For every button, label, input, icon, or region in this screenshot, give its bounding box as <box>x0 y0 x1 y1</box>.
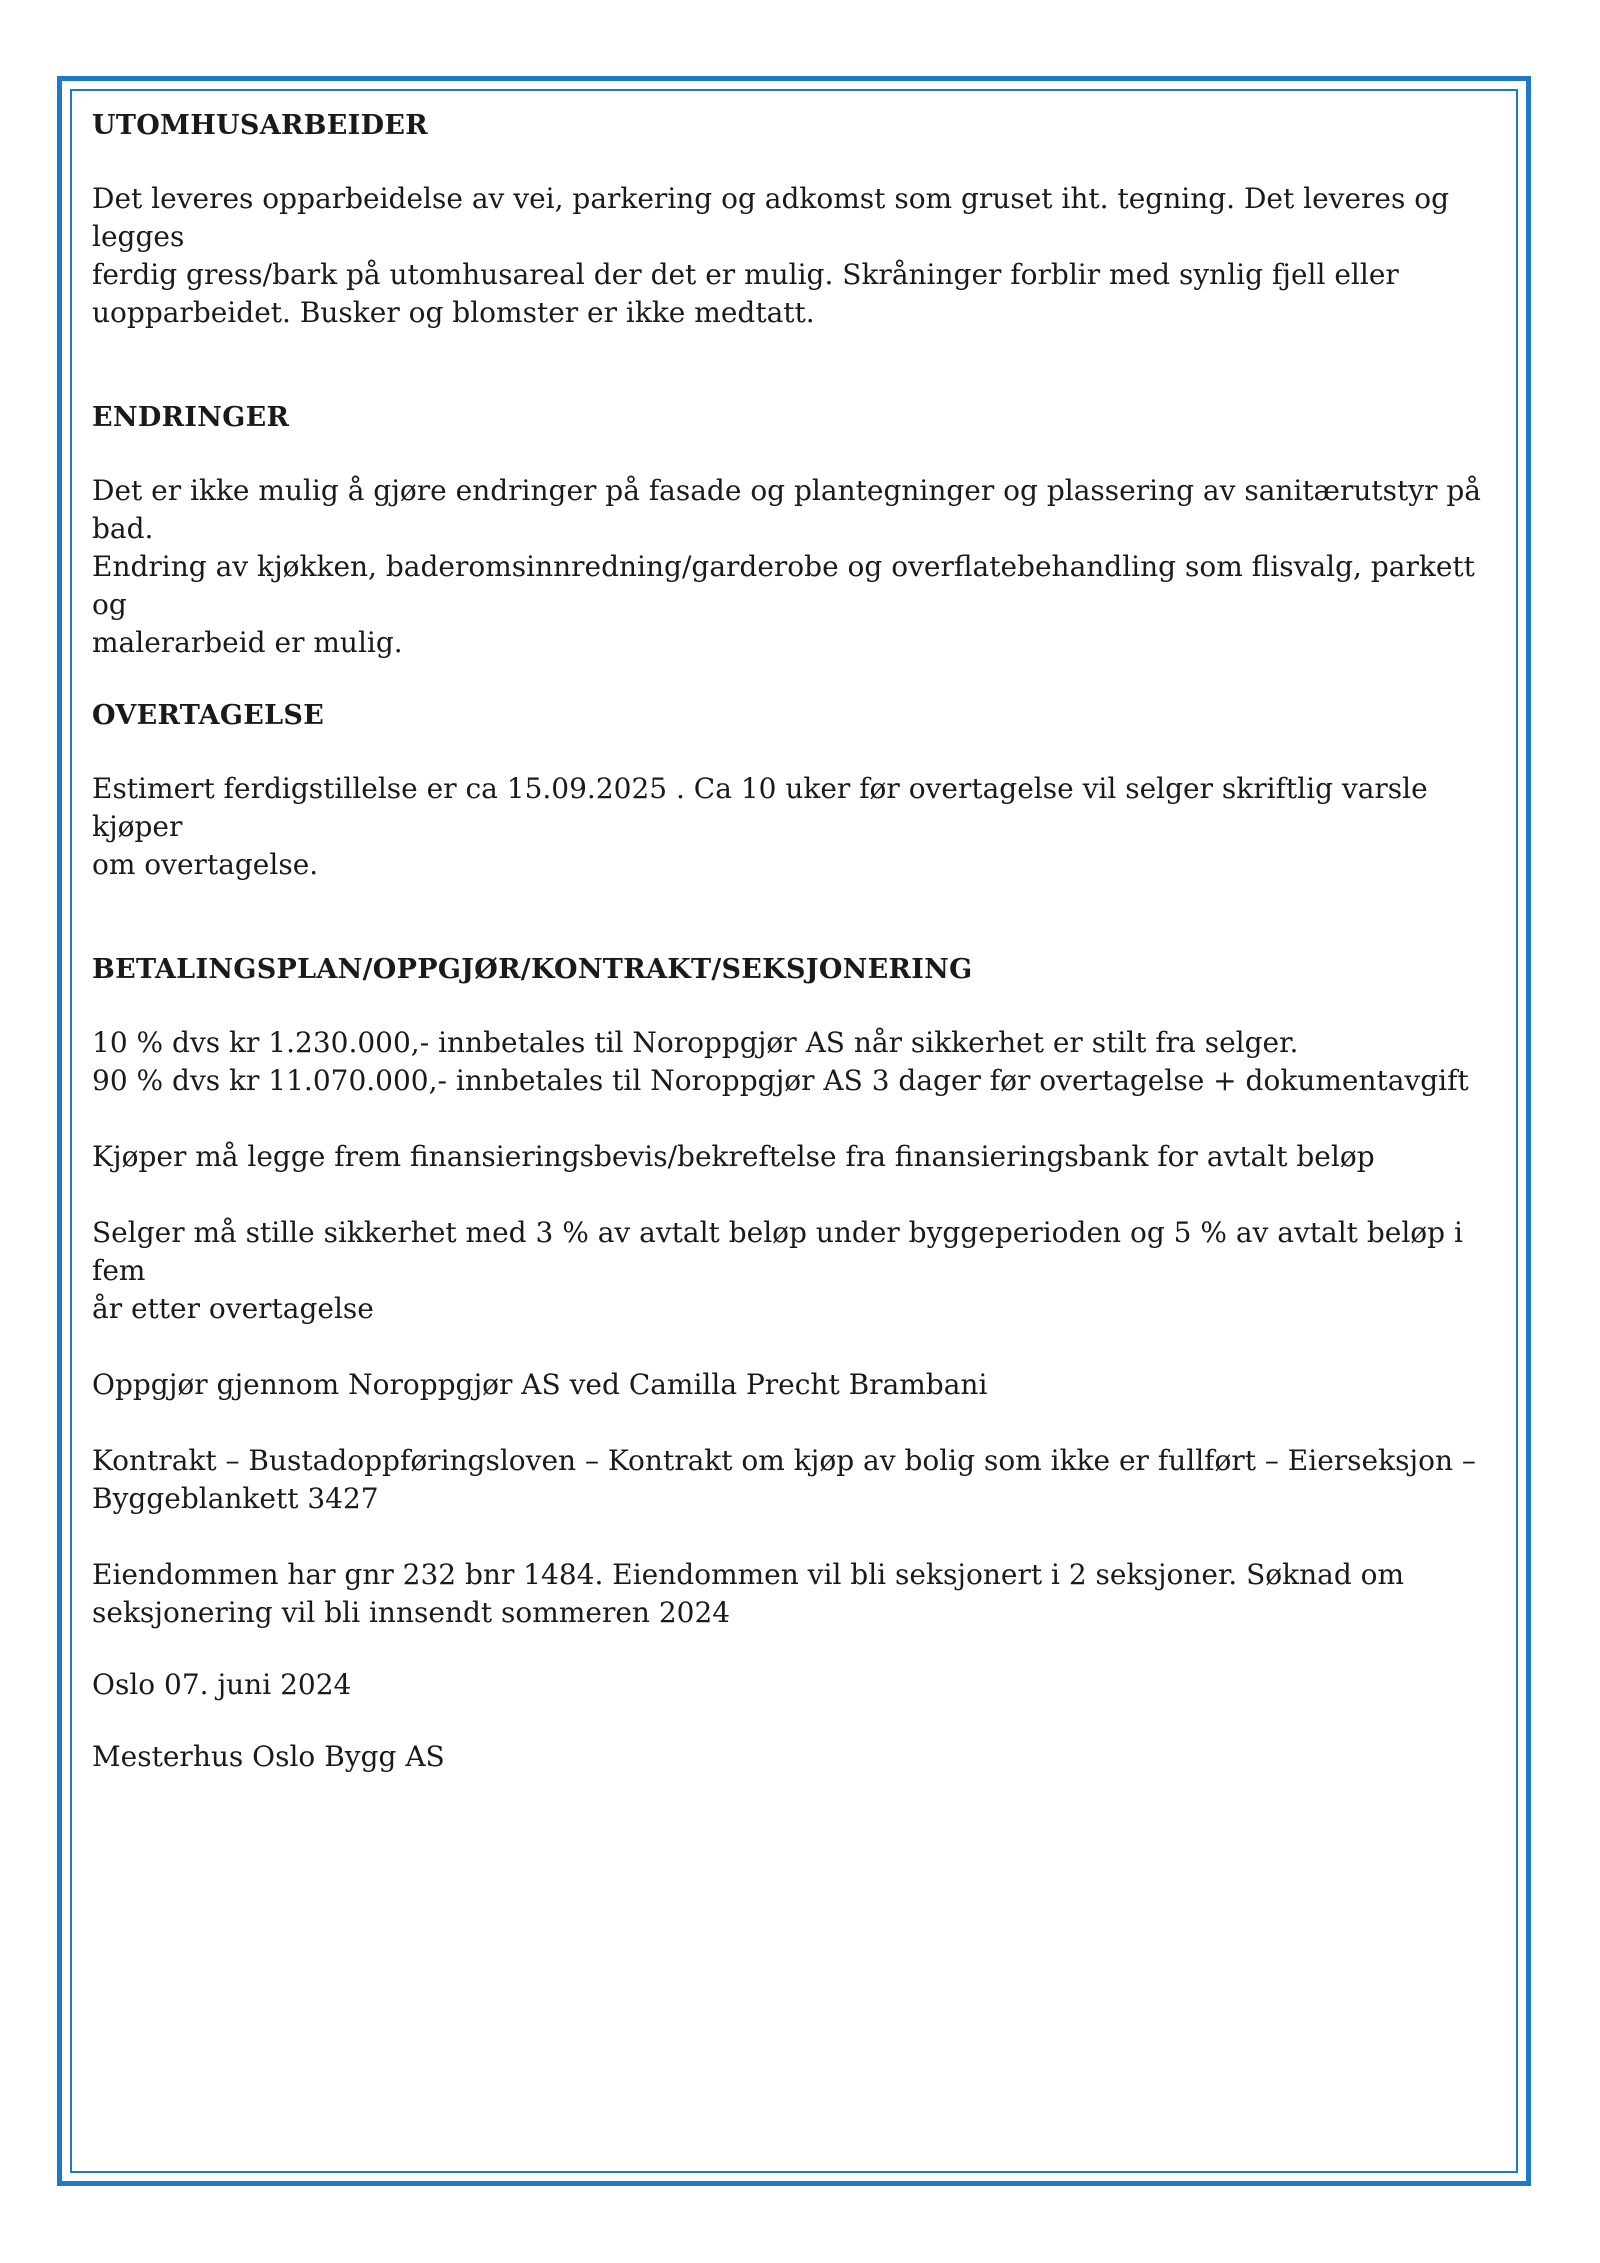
text-utomhusarbeider: Det leveres opparbeidelse av vei, parkering og adkomst som gruset iht. tegning. Det leveres og legges ferdig gress/bark på utomhusareal der det er mulig. Skråninger forblir med synlig fjell eller uopparbeidet. Busker og blomster er ikke medtatt. <box>92 182 1450 329</box>
text-settlement: Oppgjør gjennom Noroppgjør AS ved Camilla Precht Brambani <box>92 1368 988 1401</box>
document-body <box>92 106 1492 1776</box>
text-payment-plan: 10 % dvs kr 1.230.000,- innbetales til Noroppgjør AS når sikkerhet er stilt fra selger. 90 % dvs kr 11.070.000,- innbetales til Noroppgjør AS 3 dager før overtagelse + dokumentavgift <box>92 1026 1469 1097</box>
section-overtagelse <box>92 696 1492 884</box>
text-property: Eiendommen har gnr 232 bnr 1484. Eiendommen vil bli seksjonert i 2 seksjoner. Søknad om seksjonering vil bli innsendt sommeren 2024 <box>92 1558 1405 1629</box>
heading-utomhusarbeider: UTOMHUSARBEIDER <box>92 110 428 141</box>
section-endringer <box>92 398 1492 662</box>
section-utomhusarbeider <box>92 106 1492 332</box>
text-overtagelse: Estimert ferdigstillelse er ca 15.09.2025 . Ca 10 uker før overtagelse vil selger skriftlig varsle kjøper om overtagelse. <box>92 772 1428 881</box>
text-company: Mesterhus Oslo Bygg AS <box>92 1740 445 1773</box>
text-contract: Kontrakt – Bustadoppføringsloven – Kontrakt om kjøp av bolig som ikke er fullført – Eierseksjon – Byggeblankett 3427 <box>92 1444 1476 1515</box>
section-signoff <box>92 1666 1492 1776</box>
heading-betalingsplan: BETALINGSPLAN/OPPGJØR/KONTRAKT/SEKSJONERING <box>92 954 973 985</box>
section-betalingsplan <box>92 950 1492 1632</box>
text-endringer: Det er ikke mulig å gjøre endringer på fasade og plantegninger og plassering av sanitærutstyr på bad. Endring av kjøkken, baderomsinnredning/garderobe og overflatebehandling som flisvalg, parkett og malerarbeid er mulig. <box>92 474 1481 659</box>
heading-endringer: ENDRINGER <box>92 402 290 433</box>
text-financing: Kjøper må legge frem finansieringsbevis/bekreftelse fra finansieringsbank for avtalt beløp <box>92 1140 1375 1173</box>
text-place-date: Oslo 07. juni 2024 <box>92 1668 352 1701</box>
heading-overtagelse: OVERTAGELSE <box>92 700 325 731</box>
text-security: Selger må stille sikkerhet med 3 % av avtalt beløp under byggeperioden og 5 % av avtalt beløp i fem år etter overtagelse <box>92 1216 1463 1325</box>
